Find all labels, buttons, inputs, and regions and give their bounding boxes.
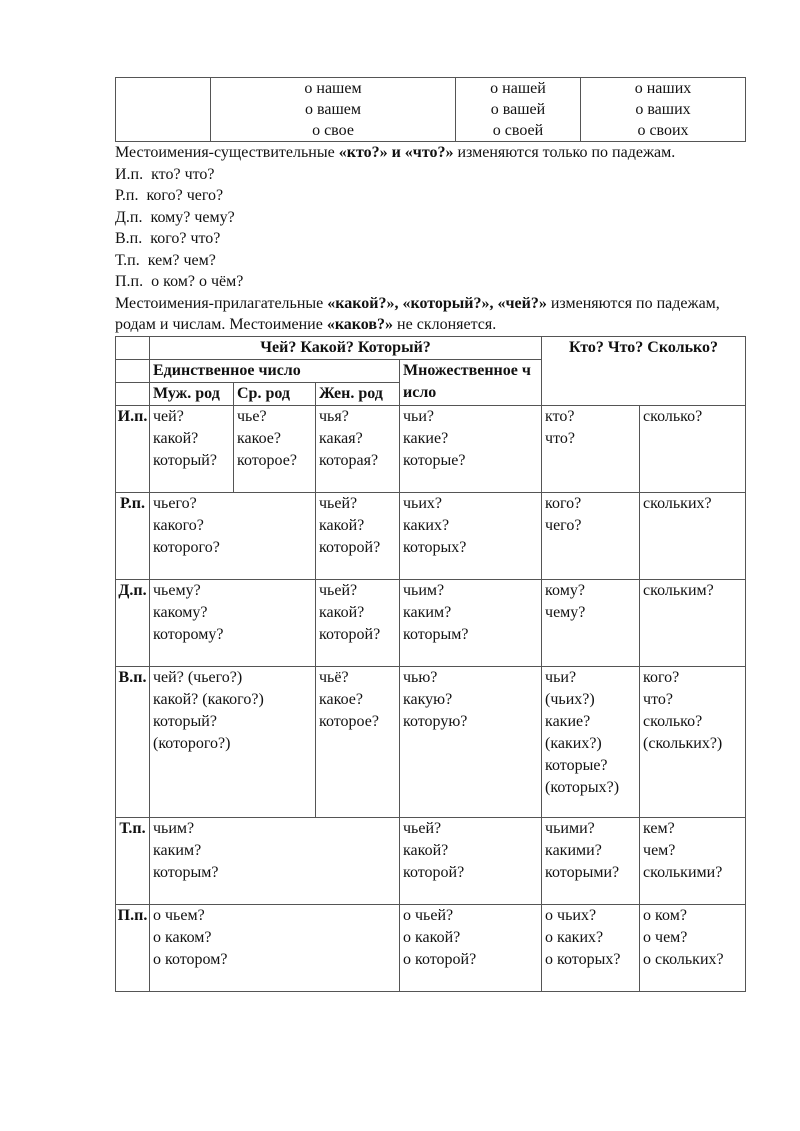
cell-line: какие? xyxy=(545,712,591,730)
header-fem: Жен. род xyxy=(316,382,400,405)
cell-line: о нашем xyxy=(304,80,362,97)
cell-line: которого? xyxy=(153,538,220,556)
header-plural: Множественное число xyxy=(400,359,542,405)
cell-line: чьи? xyxy=(403,407,435,425)
cell-line: какую? xyxy=(403,690,453,708)
table-cell xyxy=(542,492,640,579)
table-cell xyxy=(640,405,746,492)
empty-cell xyxy=(116,359,150,382)
cell-line: о которых? xyxy=(545,950,621,968)
cell-line: чьё? xyxy=(319,668,349,686)
table-cell xyxy=(150,666,316,817)
cell-line: какой? xyxy=(403,841,449,859)
cell-line: какого? xyxy=(153,516,204,534)
cell-line: кто? xyxy=(545,407,575,425)
cell-line: о чем? xyxy=(643,928,688,946)
declension-table xyxy=(115,336,746,992)
cell-line: каких? xyxy=(403,516,450,534)
case-label: В.п. xyxy=(116,666,150,817)
cell-line: какие? xyxy=(403,429,449,447)
cell-line: чьи? xyxy=(545,668,577,686)
cell-line: чей? (чьего?) xyxy=(153,668,243,686)
table-cell xyxy=(234,405,316,492)
text: Местоимения-существительные xyxy=(115,144,339,161)
case-line: В.п. кого? что? xyxy=(115,230,221,247)
cell-line: какая? xyxy=(319,429,363,447)
cell-line: чего? xyxy=(545,516,582,534)
cell-line: чьими? xyxy=(545,819,595,837)
header-right: Кто? Что? Сколько? xyxy=(542,336,746,405)
table-cell xyxy=(542,904,640,991)
cell-line: о вашей xyxy=(490,101,546,118)
table-cell xyxy=(150,405,234,492)
cell-line: о вашем xyxy=(305,101,361,118)
empty-cell xyxy=(116,78,211,142)
cell-line: о наших xyxy=(634,80,692,97)
cell-line: которых? xyxy=(403,538,467,556)
cell-line: чьим? xyxy=(153,819,195,837)
cell-line: который? xyxy=(153,712,217,730)
table-cell xyxy=(542,405,640,492)
cell-line: кого? xyxy=(643,668,680,686)
case-line: Р.п. кого? чего? xyxy=(115,187,224,204)
cell-line: (скольких?) xyxy=(643,734,723,752)
case-label: П.п. xyxy=(116,904,150,991)
cell-line: каким? xyxy=(153,841,202,859)
header-masc: Муж. род xyxy=(150,382,234,405)
cell-line: которое? xyxy=(319,712,379,730)
table-cell xyxy=(400,405,542,492)
cell-line: какой? xyxy=(319,603,365,621)
table-cell xyxy=(316,405,400,492)
cell-line: чьей? xyxy=(403,819,442,837)
cell-line: что? xyxy=(545,429,575,447)
table-cell xyxy=(150,904,400,991)
cell-line: о ваших xyxy=(635,101,691,118)
cell-line: чем? xyxy=(643,841,676,859)
case-line: Д.п. кому? чему? xyxy=(115,208,235,226)
header-neut: Ср. род xyxy=(234,382,316,405)
bold-text: «какой?», «который?», «чей?» xyxy=(327,294,547,312)
table-cell xyxy=(640,904,746,991)
cell-line: что? xyxy=(643,690,673,708)
cell-line: о чьем? xyxy=(153,906,205,924)
cell-line: о своих xyxy=(637,122,689,139)
case-label: Р.п. xyxy=(116,492,150,579)
cell-line: которые? xyxy=(403,451,466,469)
cell-line: чьего? xyxy=(153,494,197,512)
cell-line: о каком? xyxy=(153,928,212,946)
table-cell xyxy=(542,579,640,666)
paragraph-text xyxy=(115,293,745,336)
cell-line: которой? xyxy=(319,538,381,556)
table-cell xyxy=(640,492,746,579)
table-row xyxy=(116,666,746,817)
cell-line: чьей? xyxy=(319,494,358,512)
paragraph-text xyxy=(115,142,745,164)
cell-line: о скольких? xyxy=(643,950,724,968)
cell-line: скольких? xyxy=(643,494,712,512)
top-table xyxy=(115,77,746,142)
text: не склоняется. xyxy=(393,316,497,333)
cell-line: о которой? xyxy=(403,950,477,968)
text: изменяются только по падежам. xyxy=(453,144,676,161)
cell-line: о какой? xyxy=(403,928,461,946)
table-cell xyxy=(542,666,640,817)
cell-line: (чьих?) xyxy=(545,690,595,708)
cell-line: о каких? xyxy=(545,928,604,946)
cell-line: какой? (какого?) xyxy=(153,690,264,708)
cell-line: чьей? xyxy=(319,581,358,599)
cell-line: какое? xyxy=(237,429,281,447)
table-cell xyxy=(640,666,746,817)
text: изменяются по падежам, родам и числам. Местоимение xyxy=(115,294,720,333)
cell-line: которой? xyxy=(403,863,465,881)
cell-line: о свое xyxy=(312,122,354,139)
cell-line: кем? xyxy=(643,819,675,837)
table-cell xyxy=(542,817,640,904)
cell-line: (которого?) xyxy=(153,734,231,752)
case-label: Т.п. xyxy=(116,817,150,904)
table-cell xyxy=(456,78,581,142)
table-cell xyxy=(150,579,316,666)
cell-line: которое? xyxy=(237,451,297,469)
text: Местоимения-прилагательные xyxy=(115,294,328,312)
page xyxy=(115,77,745,992)
table-cell xyxy=(400,492,542,579)
table-cell xyxy=(581,78,746,142)
table-row xyxy=(116,579,746,666)
cell-line: чьих? xyxy=(403,494,443,512)
header-main: Чей? Какой? Который? xyxy=(150,336,542,359)
cell-line: о чьих? xyxy=(545,906,597,924)
table-cell xyxy=(316,666,400,817)
cell-line: какой? xyxy=(153,429,199,447)
paragraph-nouns xyxy=(115,142,745,336)
table-cell xyxy=(400,904,542,991)
table-cell xyxy=(316,492,400,579)
cell-line: которым? xyxy=(153,863,219,881)
cell-line: чей? xyxy=(153,407,184,425)
table-cell xyxy=(400,817,542,904)
empty-cell xyxy=(116,336,150,359)
cell-line: какой? xyxy=(319,516,365,534)
cell-line: которому? xyxy=(153,625,224,643)
cell-line: о чьей? xyxy=(403,906,454,924)
cell-line: которыми? xyxy=(545,863,620,881)
case-line: Т.п. кем? чем? xyxy=(115,251,216,269)
cell-line: (каких?) xyxy=(545,734,602,752)
cell-line: скольким? xyxy=(643,581,714,599)
cell-line: которая? xyxy=(319,451,379,469)
cell-line: о нашей xyxy=(490,80,546,97)
cell-line: кого? xyxy=(545,494,582,512)
table-row xyxy=(116,904,746,991)
cell-line: сколько? xyxy=(643,712,703,730)
cell-line: которой? xyxy=(319,625,381,643)
table-cell xyxy=(150,817,400,904)
cell-line: чья? xyxy=(319,407,349,425)
cell-line: который? xyxy=(153,451,217,469)
cell-line: о котором? xyxy=(153,950,228,968)
empty-cell xyxy=(116,382,150,405)
table-cell xyxy=(211,78,456,142)
case-line: И.п. кто? что? xyxy=(115,165,215,183)
bold-text: «кто?» и «что?» xyxy=(338,144,454,161)
cell-line: какими? xyxy=(545,841,602,859)
table-cell xyxy=(400,666,542,817)
case-label: Д.п. xyxy=(116,579,150,666)
cell-line: сколькими? xyxy=(643,863,723,881)
cell-line: чьим? xyxy=(403,581,445,599)
cell-line: которые? xyxy=(545,756,608,774)
table-cell xyxy=(400,579,542,666)
header-row xyxy=(116,336,746,359)
cell-line: чьему? xyxy=(153,581,201,599)
cell-line: (которых?) xyxy=(545,778,620,796)
table-row xyxy=(116,405,746,492)
cell-line: какое? xyxy=(319,690,363,708)
cell-line: чью? xyxy=(403,668,438,686)
table-cell xyxy=(640,817,746,904)
table-row xyxy=(116,78,746,142)
cell-line: кому? xyxy=(545,581,585,599)
bold-text: «каков?» xyxy=(326,316,394,333)
cell-line: сколько? xyxy=(643,407,703,425)
table-cell xyxy=(640,579,746,666)
cell-line: каким? xyxy=(403,603,452,621)
table-cell xyxy=(150,492,316,579)
case-line: П.п. о ком? о чём? xyxy=(115,273,244,290)
cell-line: о ком? xyxy=(643,906,687,924)
cell-line: какому? xyxy=(153,603,208,621)
table-row xyxy=(116,492,746,579)
table-row xyxy=(116,817,746,904)
cell-line: чему? xyxy=(545,603,586,621)
cell-line: которую? xyxy=(403,712,468,730)
case-label: И.п. xyxy=(116,405,150,492)
table-cell xyxy=(316,579,400,666)
cell-line: которым? xyxy=(403,625,469,643)
cell-line: чье? xyxy=(237,407,267,425)
header-singular: Единственное число xyxy=(150,359,400,382)
cell-line: о своей xyxy=(492,122,544,139)
